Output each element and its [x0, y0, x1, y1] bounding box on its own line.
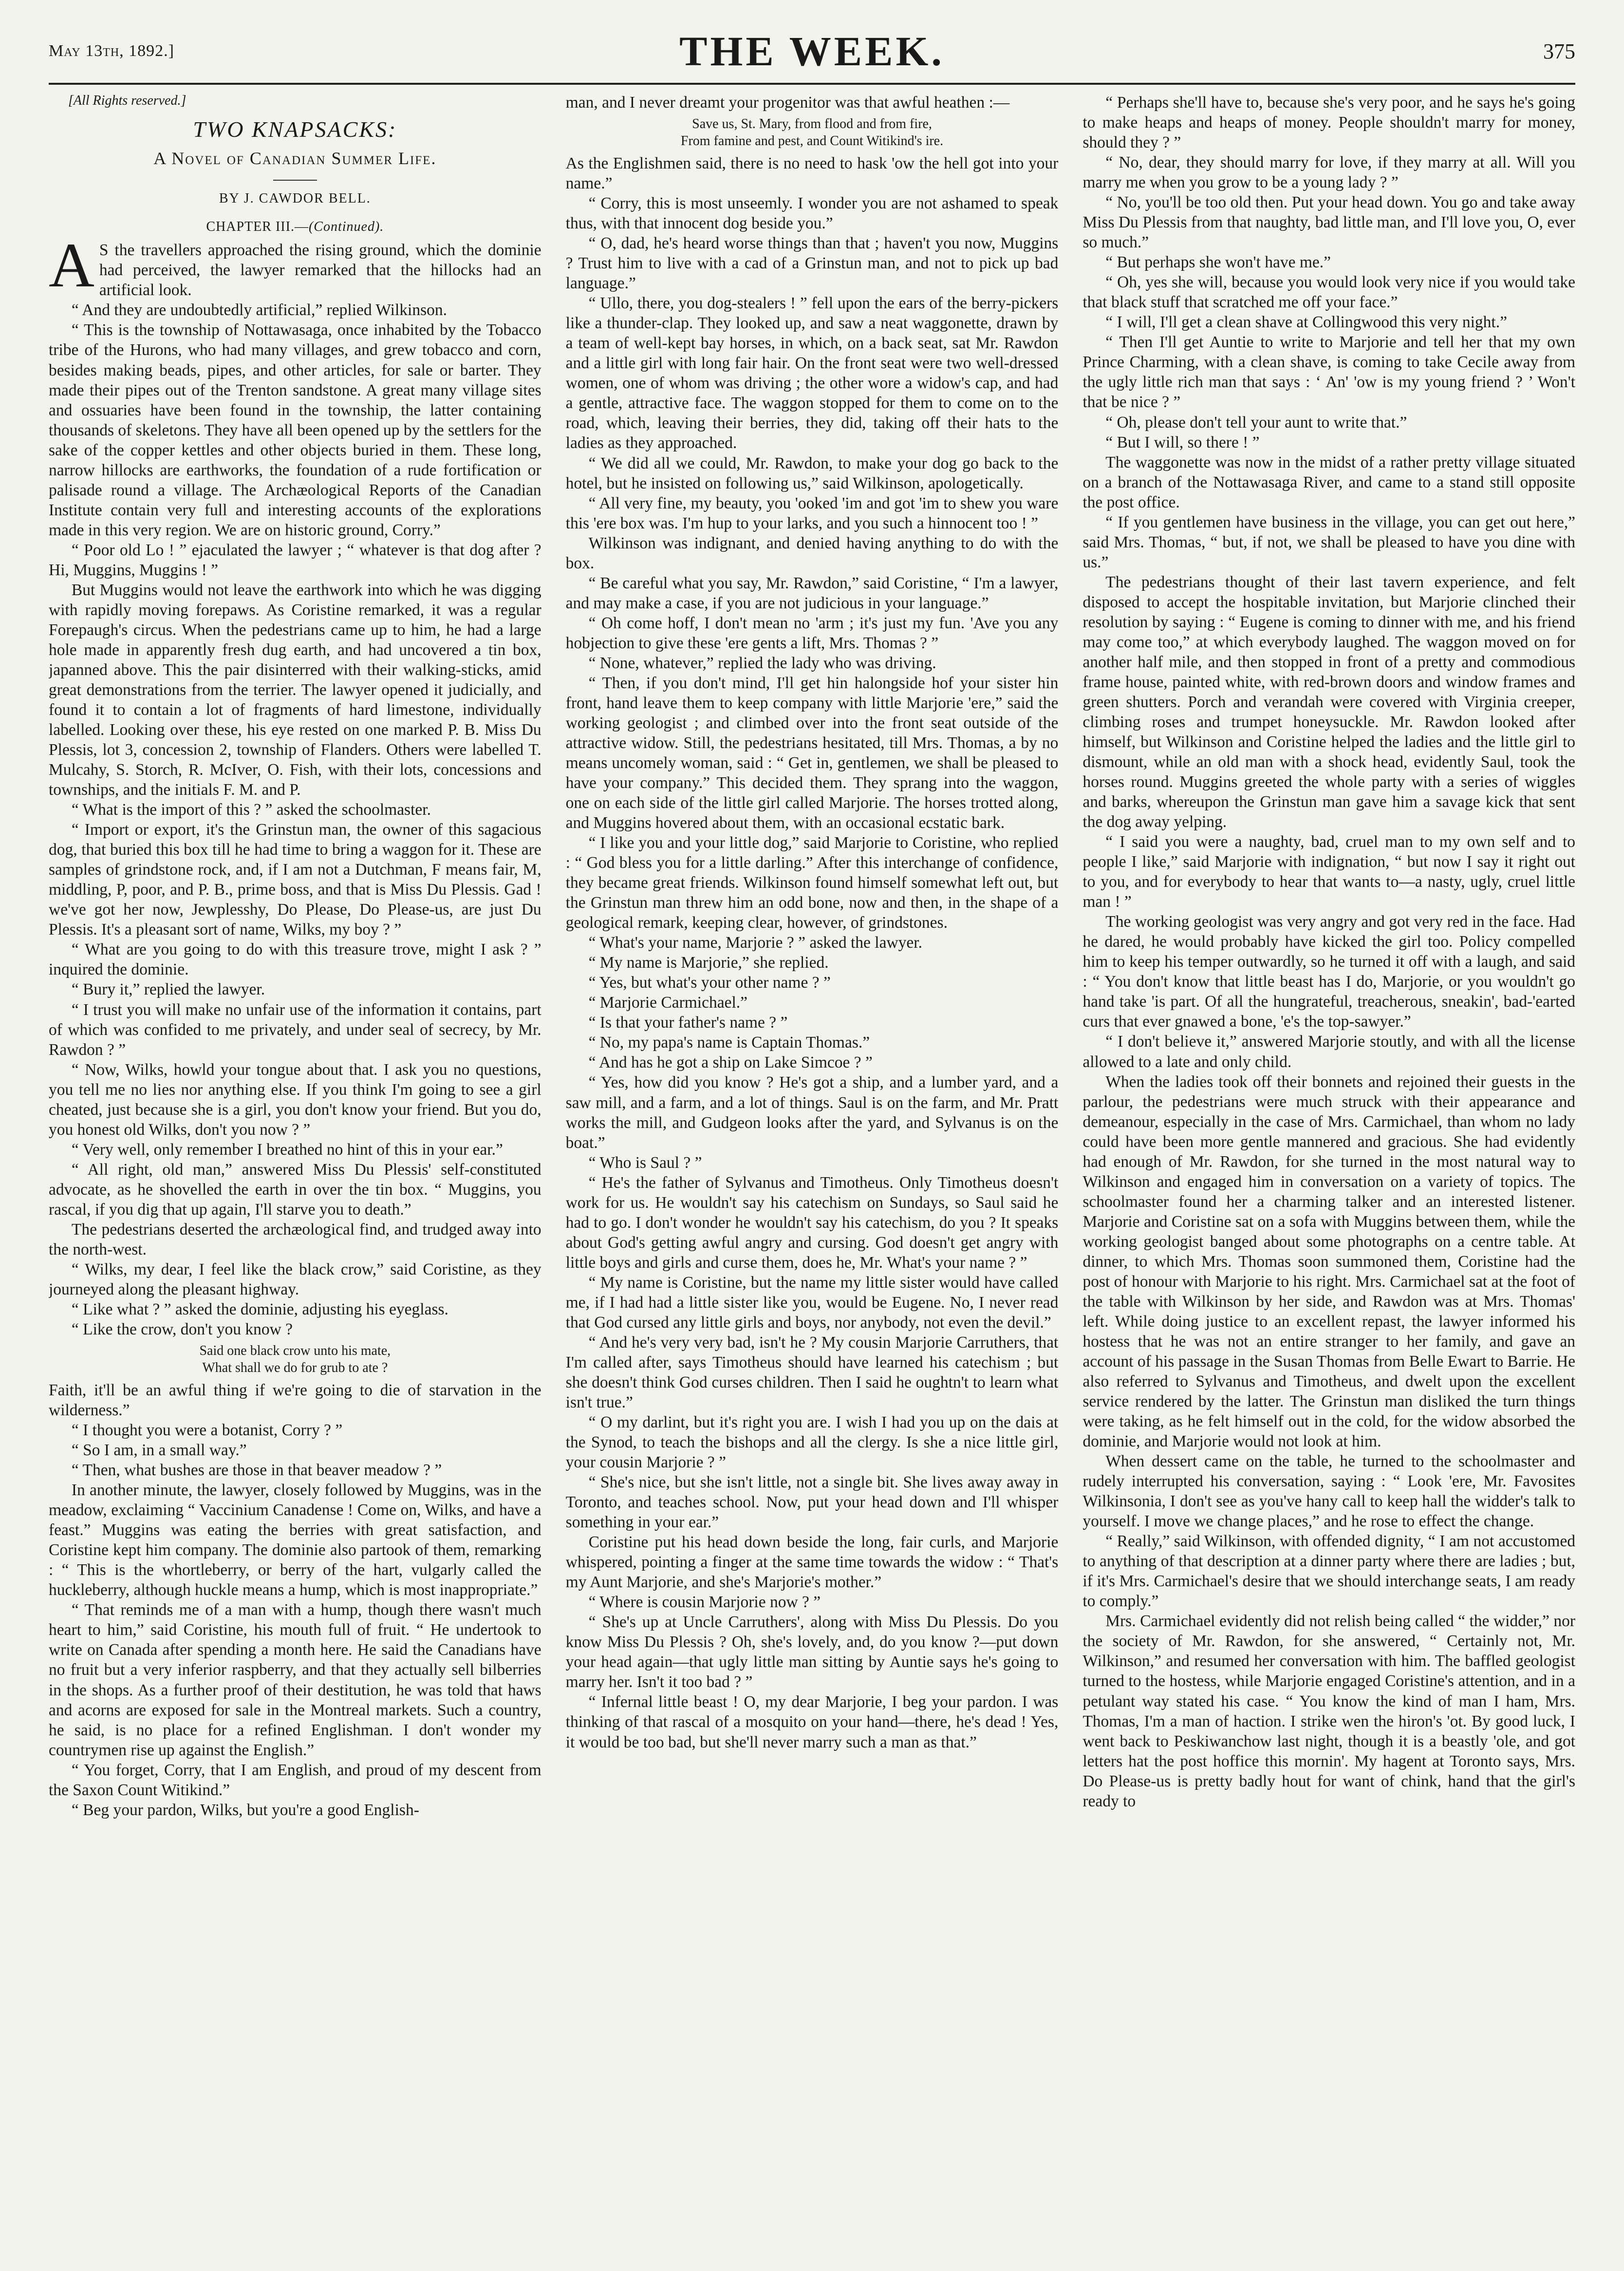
paragraph: Coristine put his head down beside the long, fair curls, and Marjorie whispered, pointing a finger at the same time towards the widow : “ That's my Aunt Marjorie, and she's Marjorie's mother.” [565, 1533, 1059, 1592]
paragraph: “ None, whatever,” replied the lady who was driving. [588, 654, 936, 672]
paragraph: “ Beg your pardon, Wilks, but you're a good English- [71, 1801, 419, 1819]
masthead [49, 19, 1575, 85]
chapter-label: CHAPTER III.— [206, 219, 309, 235]
paragraph: “ Perhaps she'll have to, because she's very poor, and he says he's going to make heaps and heaps of money. People shouldn't marry for money, should they ? ” [1083, 94, 1576, 152]
paragraph: “ Marjorie Carmichael.” [588, 994, 748, 1012]
paragraph: “ Then I'll get Auntie to write to Marjorie and tell her that my own Prince Charming, with a clean shave, is coming to take Cecile away from the ugly little rich man that says : ‘ An' 'ow is my young friend ? ’ Won't that be nice ? ” [1083, 333, 1576, 412]
paragraph: “ Corry, this is most unseemly. I wonder you are not ashamed to speak thus, with that innocent dog beside you.” [565, 194, 1059, 233]
paragraph: “ He's the father of Sylvanus and Timotheus. Only Timotheus doesn't work for us. He wouldn't say his catechism on Sundays, so Saul said he had to go. I don't wonder he wouldn't say his catechism, do you ? It speaks about God's getting awful angry and cursing. God doesn't get angry with little boys and girls and curse them, does he, Mr. What's your name ? ” [565, 1173, 1059, 1272]
paragraph: “ We did all we could, Mr. Rawdon, to make your dog go back to the hotel, but he insisted on following us,” said Wilkinson, apologetically. [565, 454, 1059, 492]
paragraph: “ My name is Marjorie,” she replied. [588, 954, 829, 972]
paragraph: “ Like the crow, don't you know ? [71, 1320, 293, 1339]
paragraph: “ That reminds me of a man with a hump, though there wasn't much heart to him,” said Coristine, his mouth full of fruit. “ He undertook to write on Canada after spending a month here. He said the Canadians have no fruit but a very inferior raspberry, and that they actually sell bilberries in the shops. As a further proof of their destitution, he was told that haws and acorns are exposed for sale in the Montreal markets. Such a country, he said, is no place for a refined Englishman. I don't wonder my countrymen rise up against the English.” [49, 1601, 541, 1759]
paragraph: “ Who is Saul ? ” [588, 1153, 702, 1172]
paragraph: “ I will, I'll get a clean shave at Collingwood this very night.” [1105, 313, 1507, 332]
col2-lead [566, 93, 1059, 113]
paragraph: “ Infernal little beast ! O, my dear Marjorie, I beg your pardon. I was thinking of that rascal of a mosquito on your hand—there, he's dead ! Yes, it would be too bad, but she'll never marry such a man as that.” [565, 1693, 1059, 1751]
chapter-continued: (Continued). [308, 219, 384, 235]
issue-date: May 13th, 1892.] [49, 42, 175, 60]
col1-body [49, 300, 541, 1339]
col1-body-continued [49, 1380, 541, 1820]
verse-line: What shall we do for grub to ate ? [202, 1360, 388, 1376]
opening-paragraph [49, 230, 541, 301]
paragraph: In another minute, the lawyer, closely followed by Muggins, was in the meadow, exclaiming “ Vaccinium Canadense ! Come on, Wilks, and have a feast.” Muggins was eating the berries with great satisfaction, and Coristine kept him company. The dominie also partook of them, remarking : “ This is the whortleberry, or berry of the hart, vulgarly called the huckleberry, although huckle means a hump, which is most inappropriate.” [49, 1481, 541, 1599]
paragraph: When the ladies took off their bonnets and rejoined their guests in the parlour, the pedestrians were much struck with their appearance and demeanour, especially in the case of Mrs. Carmichael, than whom no lady could have been more gentle mannered and gracious. She had evidently had enough of Mr. Rawdon, for she turned in the most natural way to Wilkinson and engaged him in conversation on a variety of topics. The schoolmaster found her a charming talker and an interested listener. Marjorie and Coristine sat on a sofa with Muggins between them, while the working geologist banged about some photographs on a centre table. At dinner, to which Mrs. Thomas soon summoned them, Coristine had the post of honour with Marjorie to his right. Mrs. Carmichael sat at the foot of the table with Wilkinson by her side, and Rawdon was at Mrs. Thomas' left. While doing justice to an excellent repast, the lawyer informed his hostess that he was not an entire stranger to her family, and gave an account of his passage in the Susan Thomas from Belle Ewart to Barrie. He also referred to Sylvanus and Timotheus, and dwelt upon the excellent service rendered by the latter. The Grinstun man disliked the turn things were taking, as he felt himself out in the cold, for the widow absorbed the dominie, and Marjorie would not look at him. [1083, 1072, 1576, 1451]
verse-line: Save us, St. Mary, from flood and from fire, [692, 116, 932, 132]
paragraph: man, and I never dreamt your progenitor was that awful heathen :— [565, 94, 1010, 112]
article-title: TWO KNAPSACKS: [193, 117, 397, 142]
paragraph: Faith, it'll be an awful thing if we're going to die of starvation in the wilderness.” [49, 1381, 541, 1420]
column-2 [566, 93, 1059, 2252]
drop-cap: A [49, 230, 94, 301]
verse-crow [49, 1342, 541, 1376]
paragraph: “ Oh come hoff, I don't mean no 'arm ; it's just my fun. 'Ave you any hobjection to give these 'ere gents a lift, Mrs. Thomas ? ” [565, 614, 1059, 652]
paragraph: “ She's nice, but she isn't little, not a single bit. She lives away away in Toronto, and teaches school. Now, put your head down and I'll whisper something in your ear.” [565, 1473, 1059, 1532]
byline: BY J. CAWDOR BELL. [219, 190, 371, 206]
column-3 [1083, 93, 1575, 2252]
paragraph: “ I don't believe it,” answered Marjorie stoutly, and with all the license allowed to a late and only child. [1083, 1032, 1576, 1071]
paragraph: Mrs. Carmichael evidently did not relish being called “ the widder,” nor the society of Mr. Rawdon, for she answered, “ Certainly not, Mr. Wilkinson,” and resumed her conversation with him. The baffled geologist turned to the hostess, while Marjorie engaged Coristine's attention, and in a petulant way stated his case. “ You know the kind of man I ham, Mrs. Thomas, I'm a man of haction. I strike wen the hiron's 'ot. By good luck, I went back to Peskiwanchow last night, though it is a beastly 'ole, and got letters hat the post hoffice this mornin'. My hagent at Toronto says, Mrs. Do Please-us is pretty badly hout for want of chink, hand that the girl's ready to [1083, 1612, 1576, 1810]
paragraph: “ Oh, please don't tell your aunt to write that.” [1105, 413, 1407, 432]
opening-text: S the travellers approached the rising ground, which the dominie had perceived, the lawyer remarked that the hillocks had an artificial look. [99, 241, 541, 300]
paragraph: “ Be careful what you say, Mr. Rawdon,” said Coristine, “ I'm a lawyer, and may make a case, if you are not judicious in your language.” [565, 574, 1059, 612]
title-rule [273, 180, 317, 181]
paragraph: “ I like you and your little dog,” said Marjorie to Coristine, who replied : “ God bless you for a little darling.” After this interchange of confidence, they became great friends. Wilkinson found himself somewhat left out, but the Grinstun man threw him an odd bone, now and then, in the shape of a geological remark, keeping clear, however, of grindstones. [565, 834, 1059, 932]
verse-witikind [566, 115, 1059, 150]
paragraph: The working geologist was very angry and got very red in the face. Had he dared, he would probably have kicked the girl too. Policy compelled him to keep his temper outwardly, so he turned it off with a laugh, and said : “ You don't know that little beast has I do, Marjorie, or you wouldn't go hand take 'is part. Of all the hungrateful, treacherous, sneakin', bad-'earted curs that ever gnawed a bone, 'e's the top-sawyer.” [1083, 913, 1576, 1031]
paragraph: “ Like what ? ” asked the dominie, adjusting his eyeglass. [71, 1300, 448, 1318]
col3-body [1083, 93, 1575, 1811]
paragraph: “ Now, Wilks, howld your tongue about that. I ask you no questions, you tell me no lies nor anything else. If you think I'm going to see a girl cheated, just because she is a girl, you don't know your friend. But you do, you honest old Wilks, don't you now ? ” [49, 1060, 541, 1139]
paragraph: “ O, dad, he's heard worse things than that ; haven't you now, Muggins ? Trust him to live with a cad of a Grinstun man, and not to pick up bad language.” [565, 234, 1059, 293]
paragraph: When dessert came on the table, he turned to the schoolmaster and rudely interrupted his conversation, saying : “ Look 'ere, Mr. Favosites Wilkinsonia, I don't see as you've hany call to keep hall the widder's talk to yourself. I move we change places,” and he rose to effect the change. [1083, 1452, 1576, 1531]
paragraph: “ I thought you were a botanist, Corry ? ” [71, 1421, 343, 1440]
paragraph: “ No, my papa's name is Captain Thomas.” [588, 1033, 870, 1052]
paragraph: “ What's your name, Marjorie ? ” asked the lawyer. [588, 934, 922, 952]
paragraph: “ Is that your father's name ? ” [588, 1014, 788, 1032]
col2-body [566, 153, 1059, 1752]
paragraph: “ Then, what bushes are those in that beaver meadow ? ” [71, 1461, 442, 1480]
paragraph: “ Import or export, it's the Grinstun man, the owner of this sagacious dog, that buried this box till he had time to bring a waggon for it. These are samples of grindstone rock, and, if I am not a Dutchman, F means fair, M, middling, P, poor, and P. B., prime boss, and that is Miss Du Plessis. Gad ! we've got her now, Jewplesshy, Do Please, Do Please-us, are just Du Plessis. It's a pleasant sort of name, Wilks, my boy ? ” [49, 821, 541, 939]
paragraph: “ Very well, only remember I breathed no hint of this in your ear.” [71, 1140, 503, 1159]
article-subtitle: A Novel of Canadian Summer Life. [153, 148, 437, 168]
page-number: 375 [1543, 39, 1575, 63]
paragraph: “ What are you going to do with this treasure trove, might I ask ? ” inquired the dominie. [49, 940, 541, 979]
paragraph: “ Ullo, there, you dog-stealers ! ” fell upon the ears of the berry-pickers like a thunder-clap. They looked up, and saw a neat waggonette, drawn by a team of well-kept bay horses, in which, on a back seat, sat Mr. Rawdon and a little girl with long fair hair. On the front seat were two well-dressed women, one of whom was driving ; the other wore a widow's cap, and had a gentle, attractive face. The waggon stopped for them to come on to the road, which, leaving their berries, they did, taking off their hats to the ladies as they approached. [565, 294, 1059, 452]
paragraph: “ Oh, yes she will, because you would look very nice if you would take that black stuff that scratched me off your face.” [1083, 273, 1576, 312]
paragraph: “ But I will, so there ! ” [1105, 433, 1260, 451]
paragraph: “ This is the township of Nottawasaga, once inhabited by the Tobacco tribe of the Hurons, who had many villages, and grew tobacco and corn, besides making beads, pipes, and other articles, for sale or barter. They made their pipes out of the Trenton sandstone. A great many village sites and ossuaries have been found in the township, the latter containing thousands of skeletons. They have all been opened up by the settlers for the sake of the copper kettles and other objects buried in them. These long, narrow hillocks are earthworks, the foundation of a rude fortification or palisade round a village. The Archæological Reports of the Canadian Institute contain very full and interesting accounts of the explorations made in this very region. We are on historic ground, Corry.” [49, 321, 541, 539]
paragraph: As the Englishmen said, there is no need to hask 'ow the hell got into your name.” [565, 154, 1059, 193]
paragraph: “ Really,” said Wilkinson, with offended dignity, “ I am not accustomed to anything of that description at a dinner party where there are ladies ; but, if it's Mrs. Carmichael's desire that we should interchange seats, I am ready to comply.” [1083, 1532, 1576, 1611]
paragraph: “ And they are undoubtedly artificial,” replied Wilkinson. [71, 301, 447, 319]
paragraph: “ Bury it,” replied the lawyer. [71, 980, 265, 999]
paragraph: But Muggins would not leave the earthwork into which he was digging with rapidly moving forepaws. As Coristine remarked, it was a regular Forepaugh's circus. When the pedestrians came up to him, he had a large hole made in apparently fresh dug earth, and had uncovered a tin box, japanned above. This the pair disinterred with their walking-sticks, amid great demonstrations from the terrier. The lawyer opened it judicially, and found it to contain a lot of fragments of hard limestone, individually labelled. Looking over these, his eye rested on one marked P. B. Miss Du Plessis, lot 3, concession 2, township of Flanders. Others were labelled T. Mulcahy, S. Storch, R. McIver, O. Fish, with their lots, concessions and townships, and the initials F. M. and P. [49, 581, 541, 799]
paragraph: “ I trust you will make no unfair use of the information it contains, part of which was confided to me privately, and under seal of secrecy, by Mr. Rawdon ? ” [49, 1000, 541, 1059]
paragraph: The waggonette was now in the midst of a rather pretty village situated on a branch of the Nottawasaga River, and came to a stand still opposite the post office. [1083, 453, 1576, 511]
paragraph: “ Poor old Lo ! ” ejaculated the lawyer ; “ whatever is that dog after ? Hi, Muggins, Muggins ! ” [49, 541, 541, 579]
paragraph: “ No, you'll be too old then. Put your head down. You go and take away Miss Du Plessis from that naughty, bad little man, and I'll love you, O, ever so much.” [1083, 193, 1576, 252]
paragraph: “ What is the import of this ? ” asked the schoolmaster. [71, 801, 431, 819]
paragraph: “ And he's very very bad, isn't he ? My cousin Marjorie Carruthers, that I'm called after, says Timotheus should have learned his catechism ; but she doesn't think God curses children. Then I said he oughtn't to learn what isn't true.” [565, 1333, 1059, 1411]
paragraph: The pedestrians thought of their last tavern experience, and felt disposed to accept the hospitable invitation, but Marjorie clinched their resolution by saying : “ Eugene is coming to dinner with me, and his friend may come too,” at which everybody laughed. The waggon moved on for another half mile, and then stopped in front of a pretty and commodious frame house, painted white, with red-brown doors and window frames and green shutters. Porch and verandah were covered with Virginia creeper, climbing roses and trumpet honeysuckle. Mr. Rawdon looked after himself, but Wilkinson and Coristine helped the ladies and the little girl to dismount, while an old man with a shock head, evidently Saul, took the horses round. Muggins greeted the whole party with a series of wiggles and barks, whereupon the Grinstun man gave him a savage kick that sent the dog away yelping. [1083, 573, 1576, 831]
paragraph: “ But perhaps she won't have me.” [1105, 253, 1331, 272]
paragraph: Wilkinson was indignant, and denied having anything to do with the box. [565, 534, 1059, 572]
paragraph: “ If you gentlemen have business in the village, you can get out here,” said Mrs. Thomas, “ but, if not, we shall be pleased to have you dine with us.” [1083, 513, 1576, 571]
paragraph: “ Where is cousin Marjorie now ? ” [588, 1593, 821, 1612]
verse-line: From famine and pest, and Count Witikind's ire. [680, 133, 944, 149]
paragraph: “ Wilks, my dear, I feel like the black crow,” said Coristine, as they journeyed along the pleasant highway. [49, 1260, 541, 1298]
paragraph: “ O my darlint, but it's right you are. I wish I had you up on the dais at the Synod, to teach the bishops and all the clergy. Is she a nice little girl, your cousin Marjorie ? ” [565, 1413, 1059, 1472]
publication-title: THE WEEK. [679, 28, 945, 75]
chapter-heading [49, 219, 541, 235]
paragraph: “ No, dear, they should marry for love, if they marry at all. Will you marry me when you grow to be a young lady ? ” [1083, 153, 1576, 192]
paragraph: “ Yes, but what's your other name ? ” [588, 974, 831, 992]
paragraph: “ All right, old man,” answered Miss Du Plessis' self-constituted advocate, as he shovelled the earth in over the tin box. “ Muggins, you rascal, if you dig that up again, I'll starve you to death.” [49, 1160, 541, 1219]
paragraph: “ Then, if you don't mind, I'll get hin halongside hof your sister hin front, hand leave them to keep company with little Marjorie 'ere,” said the working geologist ; and climbed over into the front seat outside of the attractive widow. Still, the pedestrians hesitated, till Mrs. Thomas, a by no means uncomely woman, said : “ Get in, gentlemen, we shall be pleased to have your company.” This decided them. They sprang into the waggon, one on each side of the little girl called Marjorie. The horses trotted along, and Muggins hovered about them, with an occasional ecstatic bark. [565, 674, 1059, 832]
paragraph: “ She's up at Uncle Carruthers', along with Miss Du Plessis. Do you know Miss Du Plessis ? Oh, she's lovely, and, do you know ?—put down your head again—that ugly little man sitting by Auntie says he's going to marry her. Isn't it too bad ? ” [565, 1613, 1059, 1691]
paragraph: “ All very fine, my beauty, you 'ooked 'im and got 'im to shew you ware this 'ere box was. I'm hup to your larks, and you such a hinnocent too ! ” [565, 494, 1059, 532]
paragraph: “ And has he got a ship on Lake Simcoe ? ” [588, 1053, 873, 1072]
column-1 [49, 93, 541, 2252]
verse-line: Said one black crow unto his mate, [199, 1343, 391, 1359]
paragraph: “ Yes, how did you know ? He's got a ship, and a lumber yard, and a saw mill, and a farm, and a lot of things. Saul is on the farm, and Mr. Pratt works the mill, and Gudgeon looks after the yard, and Sylvanus is on the boat.” [565, 1073, 1059, 1152]
paragraph: The pedestrians deserted the archæological find, and trudged away into the north-west. [49, 1220, 541, 1258]
paragraph: “ So I am, in a small way.” [71, 1441, 247, 1460]
article-columns [49, 93, 1575, 2252]
paragraph: “ You forget, Corry, that I am English, and proud of my descent from the Saxon Count Witikind.” [49, 1761, 541, 1799]
paragraph: “ I said you were a naughty, bad, cruel man to my own self and to people I like,” said Marjorie with indignation, “ but now I say it right out to you, and for everybody to hear that wants to—a nasty, ugly, cruel little man ! ” [1083, 833, 1576, 911]
rights-notice: [All Rights reserved.] [68, 93, 187, 108]
paragraph: “ My name is Coristine, but the name my little sister would have called me, if I had had a little sister like you, would be Eugene. No, I never read that God cursed any little girls and boys, nor anybody, not even the devil.” [565, 1273, 1059, 1332]
